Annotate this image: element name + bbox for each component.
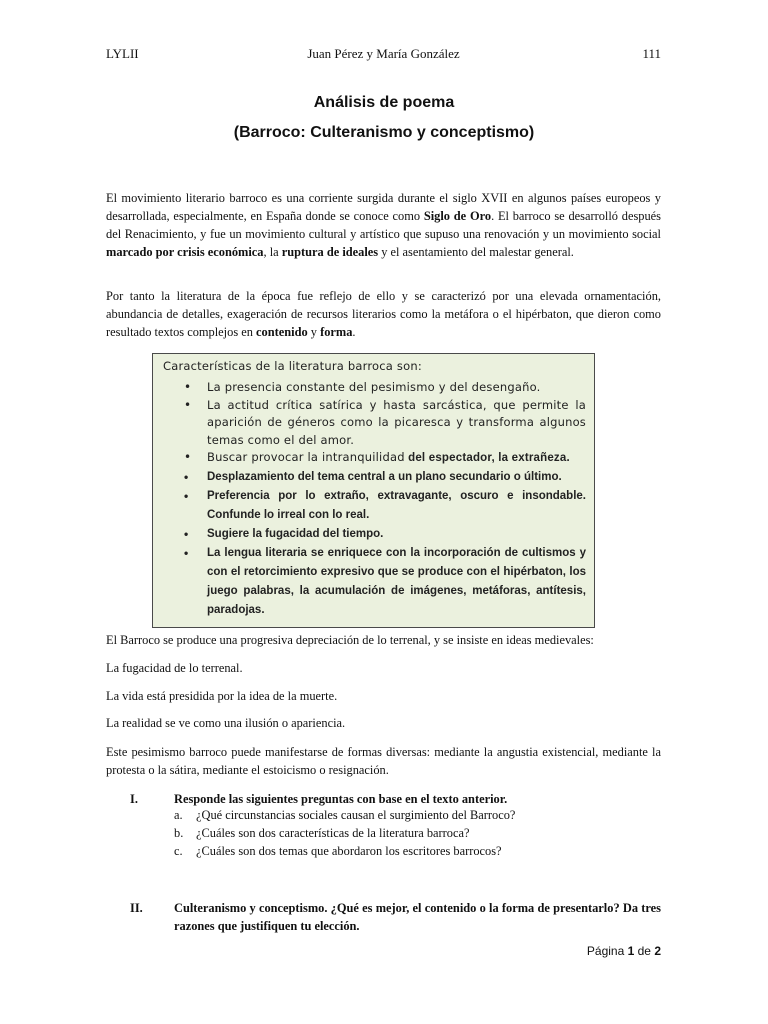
list-item: • La lengua literaria se enriquece con la incorporación de cultismos y con el retorcimiento expresivo que se produce con el hipérbaton, los juego palabras, la acumulación de imágenes, metáforas, antítesis, paradojas. (207, 544, 586, 620)
box-title: Características de la literatura barroca son: (163, 359, 422, 373)
list-item: • Buscar provocar la intranquilidad del espectador, la extrañeza. (207, 449, 586, 468)
header-course: LYLII (106, 46, 139, 61)
characteristics-box (152, 353, 595, 628)
page-header (106, 46, 661, 64)
footer-of: de (634, 944, 655, 958)
sub-question-text: ¿Qué circunstancias sociales causan el surgimiento del Barroco? (196, 808, 516, 822)
sub-question (174, 807, 661, 824)
body-line: La fugacidad de lo terrenal. (106, 661, 243, 675)
question-number: II. (130, 901, 143, 915)
footer-page: 1 (627, 944, 635, 958)
footer-total: 2 (654, 944, 661, 958)
question-number: I. (130, 792, 138, 806)
characteristics-list (163, 379, 586, 620)
question-2 (130, 899, 661, 935)
question-text: Culteranismo y conceptismo. ¿Qué es mejor, el contenido o la forma de presentarlo? Da tres razones que justifiquen tu elección. (174, 901, 661, 933)
sub-question (174, 843, 661, 860)
header-authors: Juan Pérez y María González (307, 46, 460, 61)
document-title: Análisis de poema (313, 94, 455, 111)
body-line: La vida está presidida por la idea de la muerte. (106, 689, 338, 703)
sub-question (174, 825, 661, 842)
list-item: • Preferencia por lo extraño, extravagante, oscuro e insondable. Confunde lo irreal con lo real. (207, 487, 586, 525)
sub-question-letter: c. (174, 844, 183, 858)
page-footer (587, 944, 661, 958)
list-item: • Sugiere la fugacidad del tiempo. (207, 525, 586, 544)
sub-question-text: ¿Cuáles son dos temas que abordaron los escritores barrocos? (196, 844, 502, 858)
intro-paragraph-1: El movimiento literario barroco es una corriente surgida durante el siglo XVII en algunos países europeos y desarrollada, especialmente, en España donde se conoce como Siglo de Oro. El barroco se desarrolló después del Renacimiento, y fue un movimiento cultural y artístico que supuso una renovación y un movimiento social marcado por crisis económica, la ruptura de ideales y el asentamiento del malestar general. (106, 191, 661, 259)
list-item: • Desplazamiento del tema central a un plano secundario o último. (207, 468, 586, 487)
header-page-number: 111 (642, 46, 661, 61)
sub-question-text: ¿Cuáles son dos características de la literatura barroca? (196, 826, 470, 840)
question-1 (130, 790, 661, 808)
question-text: Responde las siguientes preguntas con base en el texto anterior. (174, 792, 508, 806)
list-item: • La presencia constante del pesimismo y del desengaño. (207, 379, 586, 397)
sub-question-letter: a. (174, 808, 183, 822)
body-line: La realidad se ve como una ilusión o apariencia. (106, 716, 346, 730)
sub-question-letter: b. (174, 826, 184, 840)
body-line: El Barroco se produce una progresiva depreciación de lo terrenal, y se insiste en ideas medievales: (106, 633, 594, 647)
intro-paragraph-2: Por tanto la literatura de la época fue reflejo de ello y se caracterizó por una elevada ornamentación, abundancia de detalles, exageración de recursos literarios como la metáfora o el hipérbaton, que dieron como resultado textos complejos en contenido y forma. (106, 289, 661, 339)
list-item: • La actitud crítica satírica y hasta sarcástica, que permite la aparición de géneros como la picaresca y transforma algunos temas como el del amor. (207, 397, 586, 450)
body-paragraph: Este pesimismo barroco puede manifestarse de formas diversas: mediante la angustia existencial, mediante la protesta o la sátira, mediante el estoicismo o resignación. (106, 745, 661, 777)
document-subtitle: (Barroco: Culteranismo y conceptismo) (233, 124, 535, 141)
footer-label: Página (586, 944, 628, 958)
